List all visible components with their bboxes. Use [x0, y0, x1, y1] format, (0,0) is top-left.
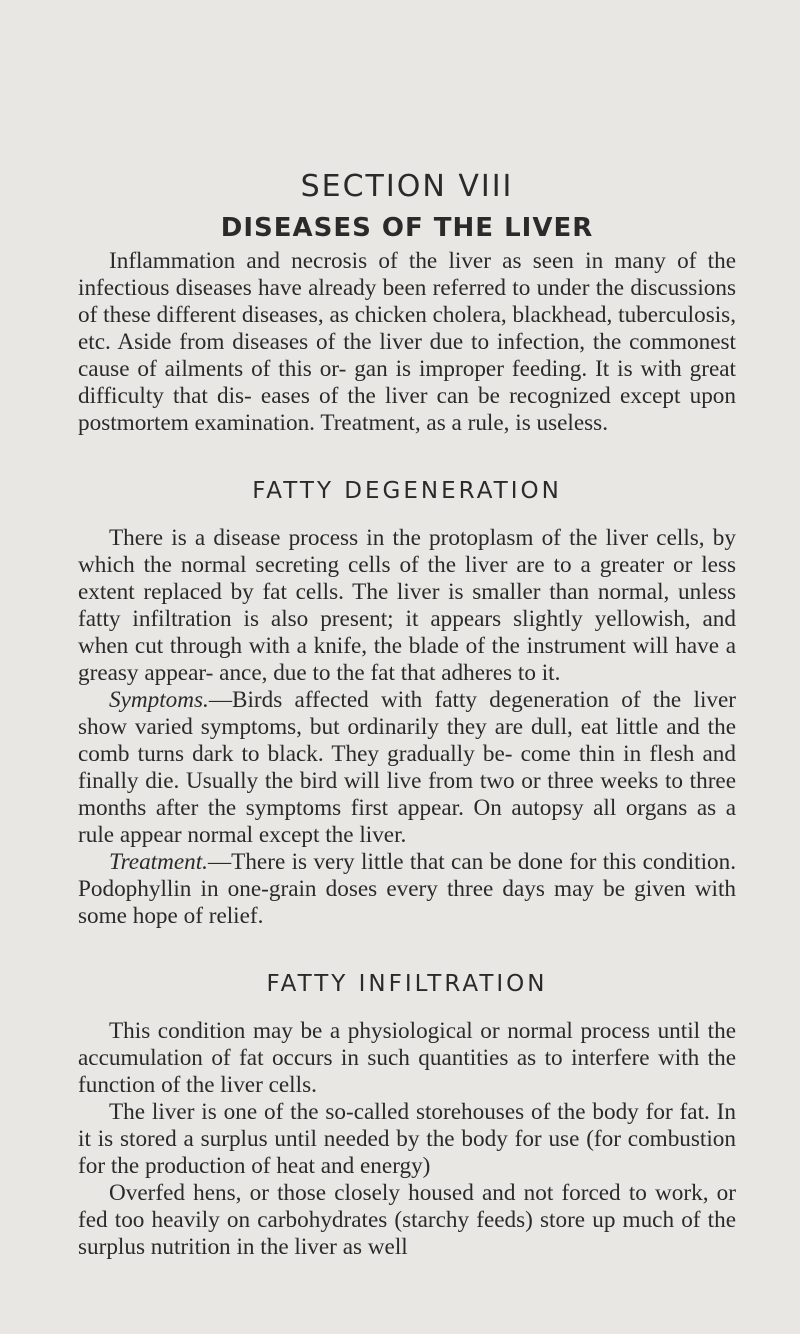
treatment-lead: Treatment. [109, 849, 208, 875]
fatty-infiltration-paragraph-3: Overfed hens, or those closely housed and not forced to work, or fed too heavily on carbohydrates (starchy feeds) store up much of the surplus nutrition in the liver as well [78, 1180, 736, 1260]
symptoms-paragraph [78, 687, 736, 849]
fatty-infiltration-paragraph-2: The liver is one of the so-called storehouses of the body for fat. In it is stored a surplus until needed by the body for use (for combustion for the production of heat and energy) [78, 1099, 736, 1179]
fatty-degeneration-description: There is a disease process in the protoplasm of the liver cells, by which the normal secreting cells of the liver are to a greater or less extent replaced by fat cells. The liver is smaller than normal, unless fatty infiltration is also present; it appears slightly yellowish, and when cut through with a knife, the blade of the instrument will have a greasy appear- ance, due to the fat that adheres to it. [78, 525, 736, 686]
chapter-title: DISEASES OF THE LIVER [220, 213, 594, 243]
treatment-paragraph [78, 849, 736, 930]
intro-paragraph: Inflammation and necrosis of the liver as seen in many of the infectious diseases have already been referred to under the discussions of these different diseases, as chicken cholera, blackhead, tuberculosis, etc. Aside from diseases of the liver due to infection, the commonest cause of ailments of this or- gan is improper feeding. It is with great difficulty that dis- eases of the liver can be recognized except upon postmortem examination. Treatment, as a rule, is useless. [78, 248, 736, 436]
fatty-degeneration-heading: FATTY DEGENERATION [252, 478, 562, 504]
fatty-infiltration-paragraph-1: This condition may be a physiological or normal process until the accumulation of fat occurs in such quantities as to interfere with the function of the liver cells. [78, 1018, 736, 1098]
treatment-text: —There is very little that can be done for this condition. Podophyllin in one-grain doses every three days may be given with some hope of relief. [78, 849, 736, 929]
section-title: SECTION VIII [300, 169, 514, 204]
symptoms-lead: Symptoms. [109, 687, 209, 713]
fatty-infiltration-heading: FATTY INFILTRATION [266, 971, 548, 997]
symptoms-text: —Birds affected with fatty degeneration of the liver show varied symptoms, but ordinarily they are dull, eat little and the comb turns dark to black. They gradually be- come thin in flesh and finally die. Usually the bird will live from two or three weeks to three months after the symptoms first appear. On autopsy all organs as a rule appear normal except the liver. [78, 687, 736, 848]
